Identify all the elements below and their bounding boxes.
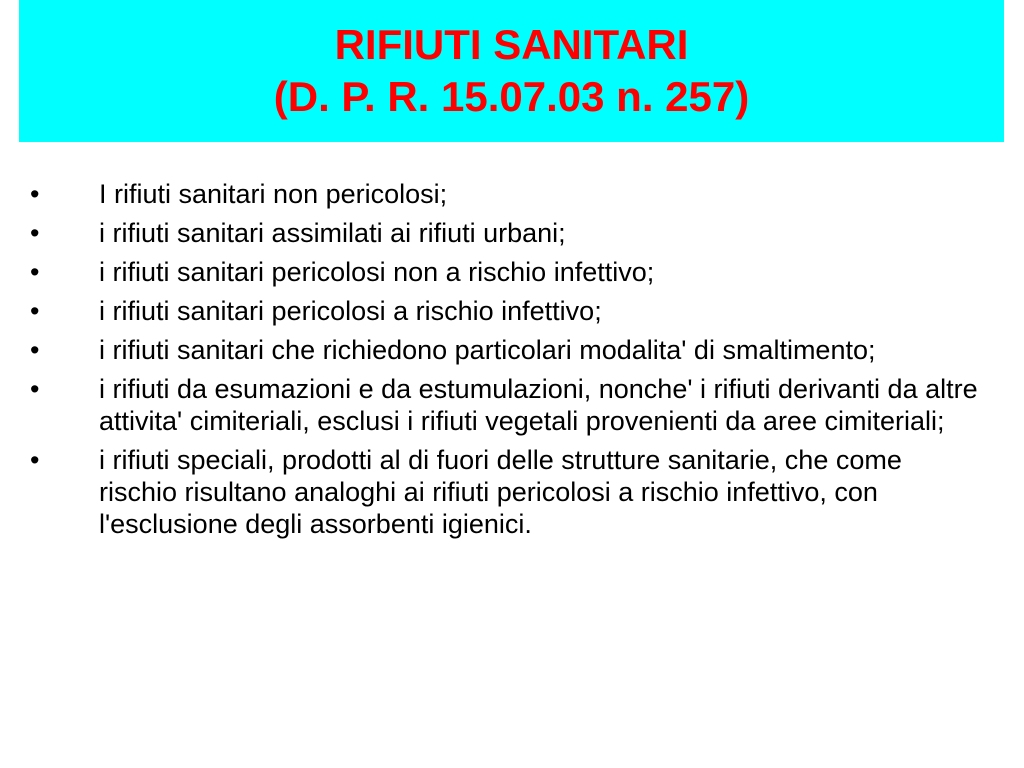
list-item-text: i rifiuti sanitari che richiedono particolari modalita' di smaltimento; [99,335,876,365]
bullet-icon: • [30,257,40,287]
list-item [0,256,1024,288]
bullet-icon: • [30,179,40,209]
list-item [0,334,1024,366]
list-item [0,217,1024,249]
slide-title: RIFIUTI SANITARI [334,21,689,68]
bullet-icon: • [30,335,40,365]
list-item-text: i rifiuti sanitari assimilati ai rifiuti urbani; [99,218,566,248]
list-item [0,295,1024,327]
list-item-text: i rifiuti sanitari pericolosi a rischio infettivo; [99,296,602,326]
bullet-icon: • [30,296,40,326]
list-item [0,178,1024,210]
list-item-text: i rifiuti da esumazioni e da estumulazioni, nonche' i rifiuti derivanti da altre attivita' cimiteriali, esclusi i rifiuti vegetali provenienti da aree cimiteriali; [99,374,978,436]
bullet-icon: • [30,445,40,475]
list-item [0,373,1024,437]
list-item [0,444,1024,540]
list-item-text: i rifiuti speciali, prodotti al di fuori delle strutture sanitarie, che come rischio risultano analoghi ai rifiuti pericolosi a rischio infettivo, con l'esclusione degli assorbenti igienici. [99,445,902,539]
slide-subtitle: (D. P. R. 15.07.03 n. 257) [273,73,750,120]
list-item-text: i rifiuti sanitari pericolosi non a rischio infettivo; [99,257,655,287]
bullet-list [0,178,1024,547]
bullet-icon: • [30,218,40,248]
title-banner [19,0,1004,142]
bullet-icon: • [30,374,40,404]
list-item-text: I rifiuti sanitari non pericolosi; [99,179,448,209]
